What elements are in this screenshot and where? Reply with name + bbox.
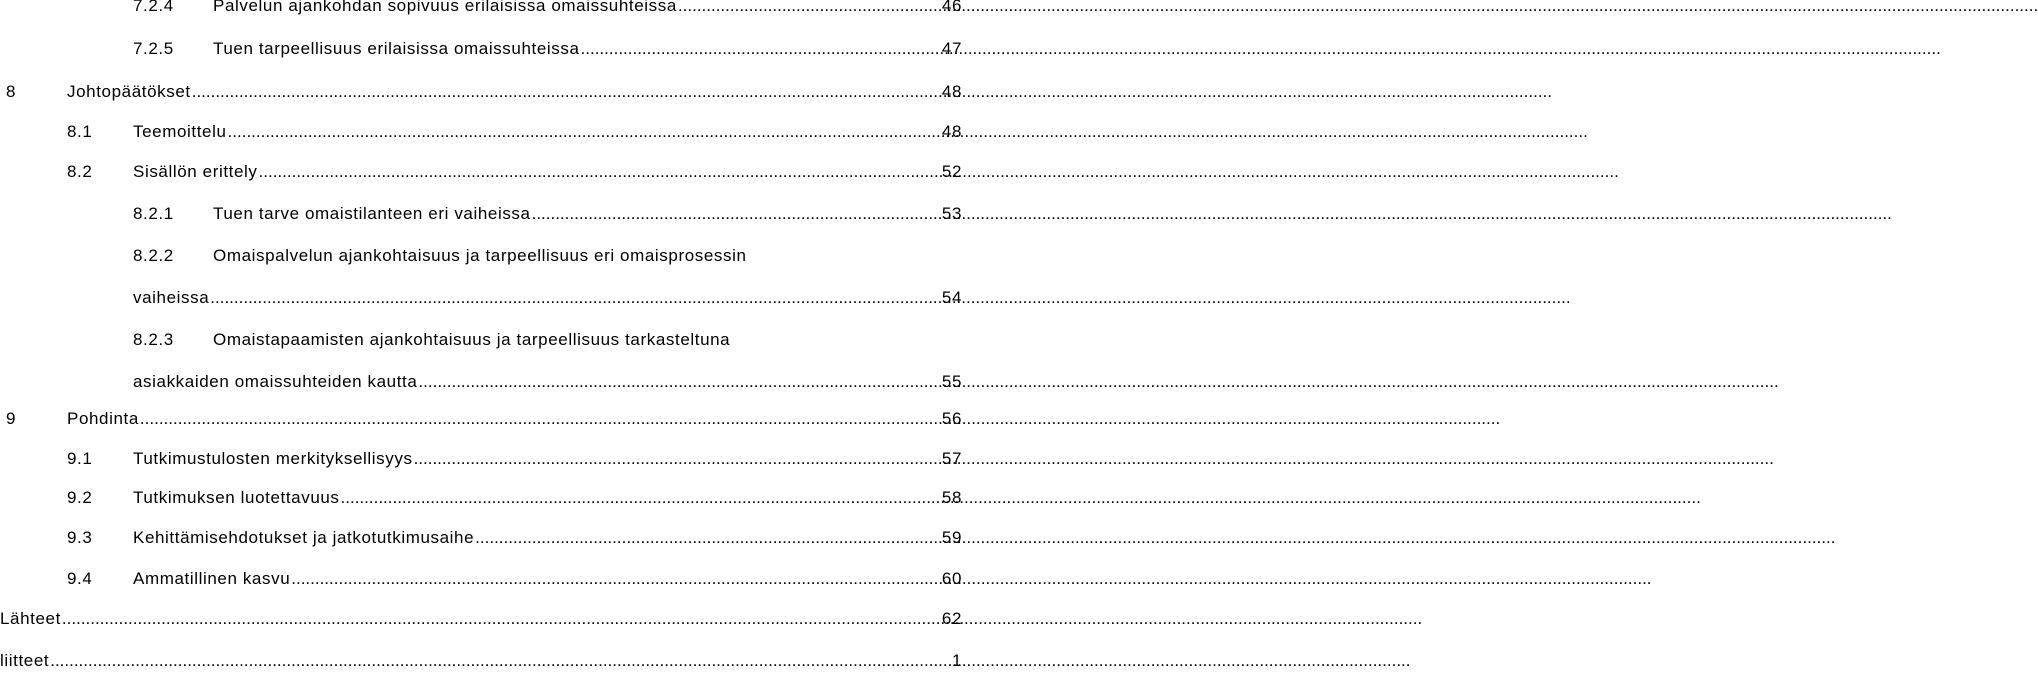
- toc-dot-leader: [678, 0, 940, 19]
- toc-entry-title: liitteet: [0, 651, 50, 670]
- toc-entry: [6, 79, 962, 105]
- toc-entry-page: 1: [951, 651, 962, 670]
- toc-dot-leader: [475, 525, 940, 551]
- toc-entry-page: 59: [941, 528, 962, 547]
- toc-entry: [67, 446, 962, 472]
- toc-dot-leader: [341, 485, 940, 511]
- toc-dot-leader: [532, 201, 940, 227]
- toc-entry: [67, 566, 962, 592]
- toc-entry-title: Johtopäätökset: [67, 82, 191, 101]
- toc-entry: [133, 201, 962, 227]
- toc-dot-leader: [210, 285, 940, 311]
- toc-entry-first-line: [133, 327, 962, 353]
- toc-entry-title: Omaistapaamisten ajankohtaisuus ja tarpeellisuus tarkasteltuna: [213, 330, 731, 349]
- toc-entry-number: 8.2: [67, 162, 93, 181]
- table-of-contents: [0, 0, 960, 673]
- toc-entry-page: 54: [941, 288, 962, 307]
- toc-entry-title: Tuen tarve omaistilanteen eri vaiheissa: [213, 204, 531, 223]
- toc-dot-leader: [291, 566, 940, 592]
- toc-entry-title: Kehittämisehdotukset ja jatkotutkimusaihe: [133, 528, 475, 547]
- toc-entry: [0, 606, 962, 632]
- toc-entry-number: 9.3: [67, 528, 93, 547]
- toc-dot-leader: [62, 606, 940, 632]
- toc-entry: [67, 525, 962, 551]
- toc-entry-number: 9.4: [67, 569, 93, 588]
- toc-entry-title-continued: asiakkaiden omaissuhteiden kautta: [133, 372, 418, 391]
- toc-entry-title: Tutkimustulosten merkityksellisyys: [133, 449, 413, 468]
- toc-entry-page: 47: [941, 39, 962, 58]
- toc-entry-title: Omaispalvelun ajankohtaisuus ja tarpeellisuus eri omaisprosessin: [213, 246, 747, 265]
- toc-entry-number: 8.2.1: [133, 204, 174, 223]
- toc-entry: [6, 406, 962, 432]
- toc-entry: [133, 369, 962, 395]
- toc-entry-page: 56: [941, 409, 962, 428]
- toc-entry-title-continued: vaiheissa: [133, 288, 210, 307]
- toc-entry-page: 52: [941, 162, 962, 181]
- toc-entry-number: 7.2.5: [133, 39, 174, 58]
- toc-entry-title: Tuen tarpeellisuus erilaisissa omaissuhteissa: [213, 39, 580, 58]
- toc-dot-leader: [192, 79, 940, 105]
- toc-entry-page: 48: [941, 82, 962, 101]
- toc-entry-title: Tutkimuksen luotettavuus: [133, 488, 340, 507]
- toc-entry-number: 7.2.4: [133, 0, 174, 15]
- toc-entry: [67, 159, 962, 185]
- toc-entry-number: 8.2.3: [133, 330, 174, 349]
- toc-entry-page: 57: [941, 449, 962, 468]
- toc-entry-page: 62: [941, 609, 962, 628]
- toc-entry-number: 8.1: [67, 122, 93, 141]
- toc-entry-page: 58: [941, 488, 962, 507]
- toc-entry-first-line: [133, 243, 962, 269]
- toc-entry-title: Ammatillinen kasvu: [133, 569, 291, 588]
- toc-entry-page: 55: [941, 372, 962, 391]
- toc-entry-title: Lähteet: [0, 609, 61, 628]
- toc-entry-number: 8.2.2: [133, 246, 174, 265]
- toc-dot-leader: [228, 119, 940, 145]
- toc-dot-leader: [581, 36, 940, 62]
- toc-entry-page: 46: [941, 0, 962, 15]
- toc-entry: [133, 0, 962, 19]
- toc-entry-page: 53: [941, 204, 962, 223]
- toc-entry-number: 9.1: [67, 449, 93, 468]
- toc-entry-page: 48: [941, 122, 962, 141]
- toc-entry-page: 60: [941, 569, 962, 588]
- toc-entry-number: 8: [6, 82, 17, 101]
- toc-dot-leader: [259, 159, 940, 185]
- toc-entry-title: Sisällön erittely: [133, 162, 258, 181]
- toc-entry-number: 9: [6, 409, 17, 428]
- toc-entry: [133, 285, 962, 311]
- toc-entry-title: Palvelun ajankohdan sopivuus erilaisissa omaissuhteissa: [213, 0, 677, 15]
- toc-entry-title: Pohdinta: [67, 409, 139, 428]
- toc-entry-number: 9.2: [67, 488, 93, 507]
- toc-entry: [67, 119, 962, 145]
- toc-entry: [67, 485, 962, 511]
- toc-dot-leader: [140, 406, 940, 432]
- toc-entry: [133, 36, 962, 62]
- toc-dot-leader: [418, 369, 939, 395]
- toc-dot-leader: [50, 648, 950, 674]
- toc-dot-leader: [414, 446, 940, 472]
- toc-entry: [0, 648, 962, 674]
- toc-entry-title: Teemoittelu: [133, 122, 227, 141]
